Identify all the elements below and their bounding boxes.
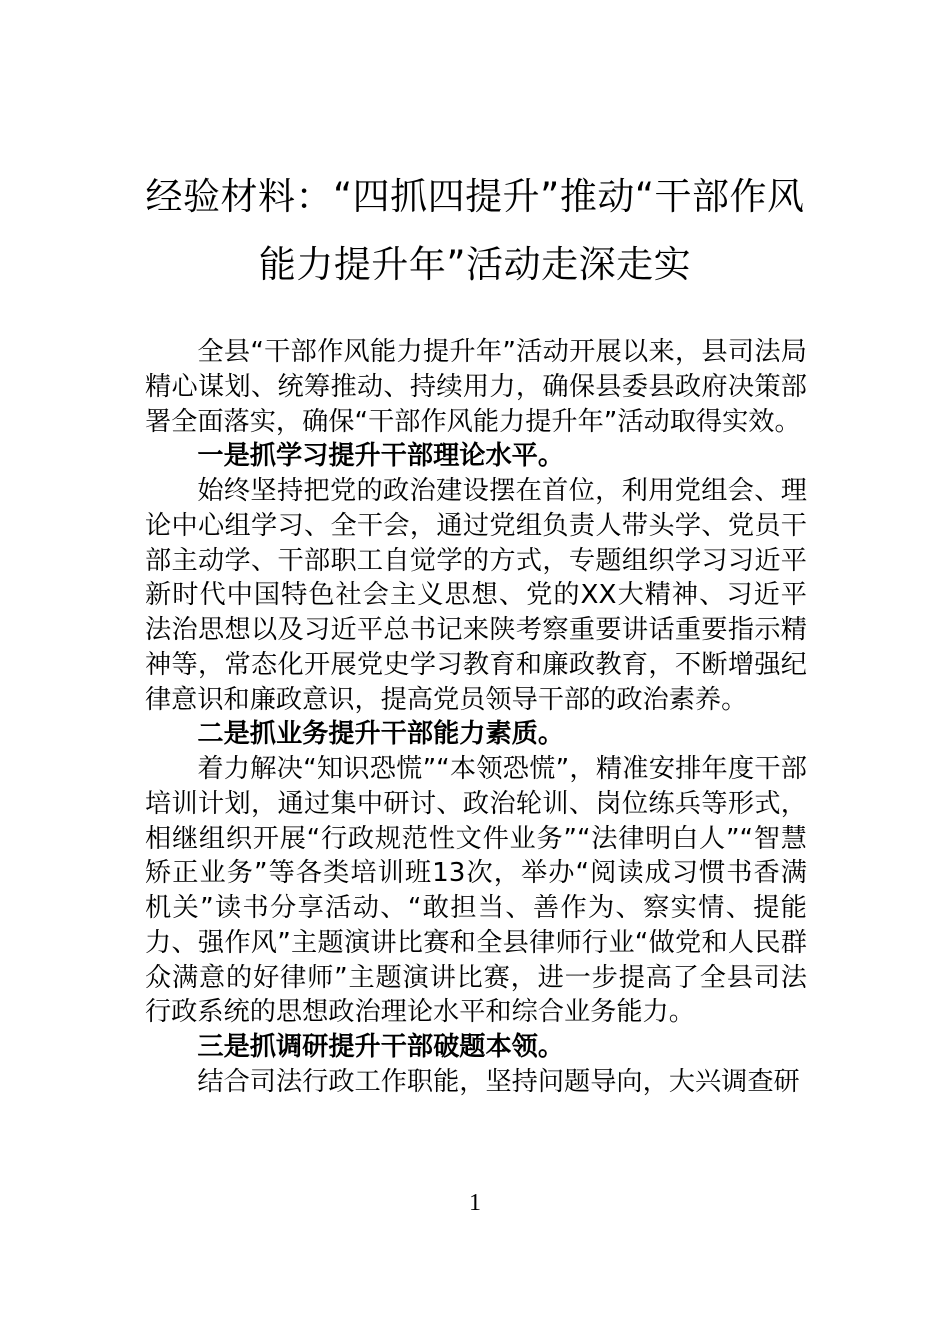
section-heading-3: 三是抓调研提升干部破题本领。 xyxy=(197,1032,565,1062)
page-number: 1 xyxy=(469,1190,481,1216)
section-paragraph-3: 结合司法行政工作职能，坚持问题导向，大兴调查研 xyxy=(197,1066,800,1097)
document-title: 经验材料：“四抓四提升”推动“干部作风能力提升年”活动走深走实 xyxy=(145,175,805,286)
intro-paragraph: 全县“干部作风能力提升年”活动开展以来，县司法局精心谋划、统筹推动、持续用力，确保县委县政府决策部署全面落实，确保“干部作风能力提升年”活动取得实效。 xyxy=(145,337,807,437)
document-body xyxy=(145,335,807,1100)
section-heading-2: 二是抓业务提升干部能力素质。 xyxy=(197,719,565,750)
section-paragraph-2: 着力解决“知识恐慌”“本领恐慌”，精准安排年度干部培训计划，通过集中研讨、政治轮训、岗位练兵等形式，相继组织开展“行政规范性文件业务”“法律明白人”“智慧矫正业务”等各类培训班13次，举办“阅读成习惯书香满机关”读书分享活动、“敢担当、善作为、察实情、提能力、强作风”主题演讲比赛和全县律师行业“做党和人民群众满意的好律师”主题演讲比赛，进一步提高了全县司法行政系统的思想政治理论水平和综合业务能力。 xyxy=(145,754,807,1028)
section-paragraph-1: 始终坚持把党的政治建设摆在首位，利用党组会、理论中心组学习、全干会，通过党组负责人带头学、党员干部主动学、干部职工自觉学的方式，专题组织学习习近平新时代中国特色社会主义思想、党的XX大精神、习近平法治思想以及习近平总书记来陕考察重要讲话重要指示精神等，常态化开展党史学习教育和廉政教育，不断增强纪律意识和廉政意识，提高党员领导干部的政治素养。 xyxy=(145,476,807,715)
section-heading-1: 一是抓学习提升干部理论水平。 xyxy=(197,441,565,472)
